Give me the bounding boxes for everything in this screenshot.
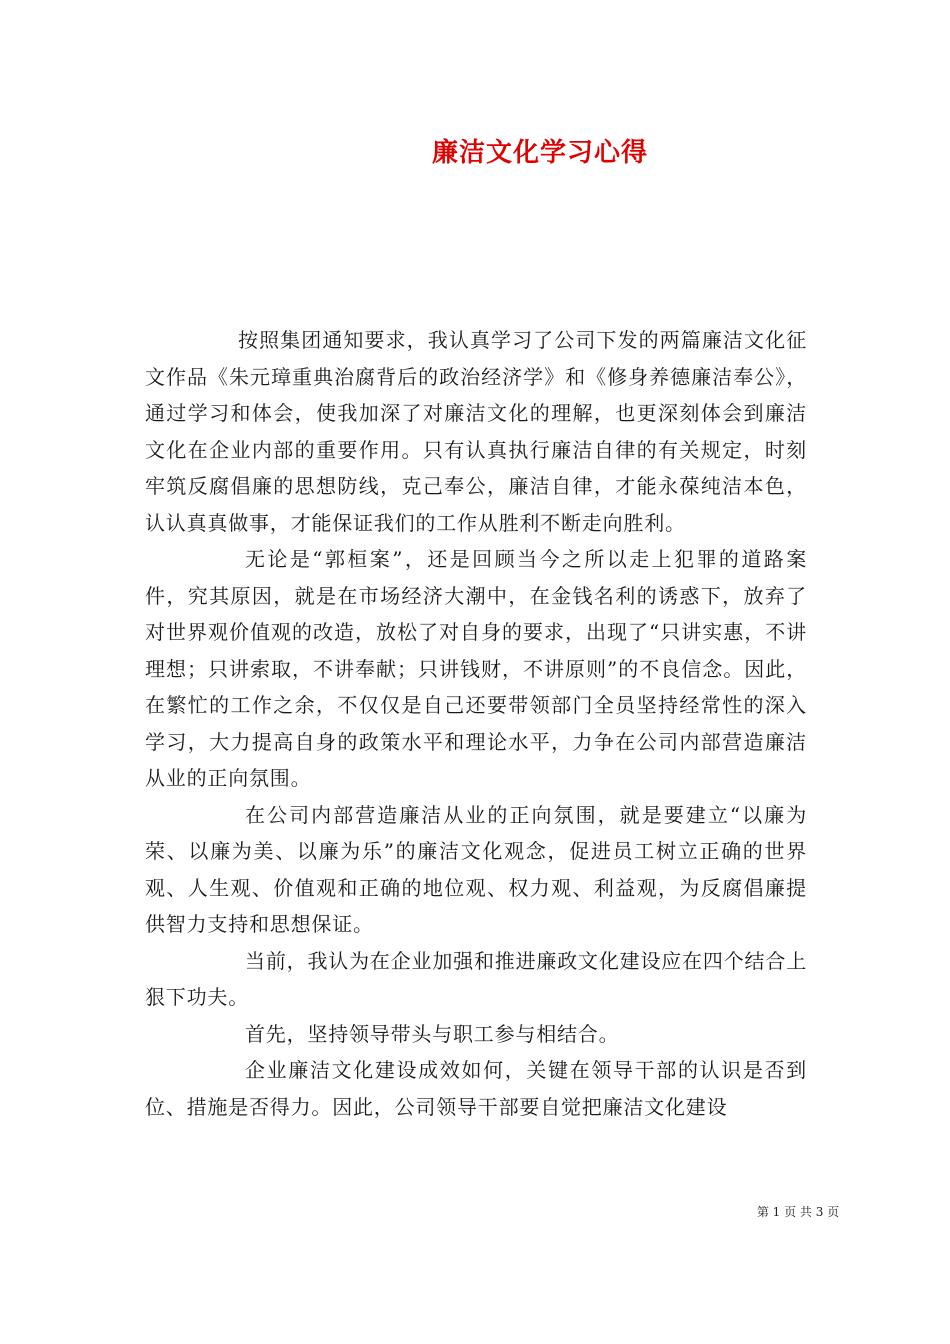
paragraph: 在公司内部营造廉洁从业的正向氛围，就是要建立“以廉为荣、以廉为美、以廉为乐”的廉洁文化观念，促进员工树立正确的世界观、人生观、价值观和正确的地位观、权力观、利益观，为反腐倡廉提供智力支持和思想保证。 bbox=[145, 802, 807, 936]
paragraph: 企业廉洁文化建设成效如何，关键在领导干部的认识是否到位、措施是否得力。因此，公司领导干部要自觉把廉洁文化建设 bbox=[145, 1058, 807, 1119]
paragraph: 当前，我认为在企业加强和推进廉政文化建设应在四个结合上狠下功夫。 bbox=[145, 948, 807, 1009]
document-title: 廉洁文化学习心得 bbox=[431, 138, 648, 168]
paragraph: 按照集团通知要求，我认真学习了公司下发的两篇廉洁文化征文作品《朱元璋重典治腐背后的政治经济学》和《修身养德廉洁奉公》，通过学习和体会，使我加深了对廉洁文化的理解，也更深刻体会到廉洁文化在企业内部的重要作用。只有认真执行廉洁自律的有关规定，时刻牢筑反腐倡廉的思想防线，克己奉公，廉洁自律，才能永葆纯洁本色，认认真真做事，才能保证我们的工作从胜利不断走向胜利。 bbox=[145, 328, 807, 535]
page-number-footer: 第 1 页 共 3 页 bbox=[756, 1205, 840, 1219]
paragraph: 首先，坚持领导带头与职工参与相结合。 bbox=[245, 1021, 620, 1046]
paragraph: 无论是“郭桓案”，还是回顾当今之所以走上犯罪的道路案件，究其原因，就是在市场经济大潮中，在金钱名利的诱惑下，放弃了对世界观价值观的改造，放松了对自身的要求，出现了“只讲实惠，不讲理想；只讲索取，不讲奉献；只讲钱财，不讲原则”的不良信念。因此，在繁忙的工作之余，不仅仅是自己还要带领部门全员坚持经常性的深入学习，大力提高自身的政策水平和理论水平，力争在公司内部营造廉洁从业的正向氛围。 bbox=[145, 547, 807, 790]
document-body bbox=[145, 322, 807, 1125]
